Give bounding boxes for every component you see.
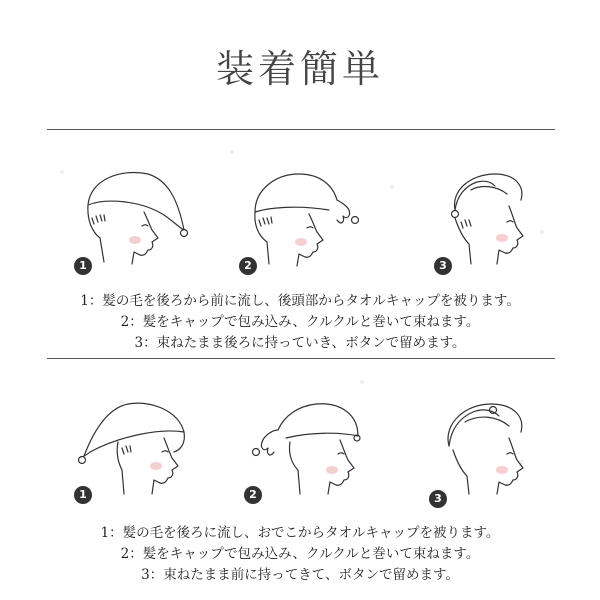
instruction-line: 3：束ねたまま前に持ってきて、ボタンで留めます。 xyxy=(141,567,459,583)
background-dot xyxy=(360,380,364,384)
towel-cap-twist-back-icon xyxy=(240,390,390,510)
instructions-section-2 xyxy=(0,523,600,586)
instruction-line: 1：髪の毛を後ろに流し、おでこからタオルキャップを被ります。 xyxy=(100,525,500,541)
divider-middle xyxy=(47,358,555,359)
instruction-line: 2：髪をキャップで包み込み、クルクルと巻いて束ねます。 xyxy=(120,314,480,330)
step-3-illustration xyxy=(425,390,575,510)
towel-cap-buttoned-icon xyxy=(425,390,575,510)
step-2-illustration xyxy=(240,390,390,510)
instruction-line: 3：束ねたまま後ろに持っていき、ボタンで留めます。 xyxy=(134,335,466,351)
step-3-badge: 3 xyxy=(434,257,452,275)
step-2-badge: 2 xyxy=(239,257,257,275)
step-2-badge: 2 xyxy=(244,486,262,504)
step-1-badge: 1 xyxy=(74,257,92,275)
instruction-line: 1：髪の毛を後ろから前に流し、後頭部からタオルキャップを被ります。 xyxy=(80,293,520,309)
step-3-badge: 3 xyxy=(429,490,447,508)
step-1-badge: 1 xyxy=(74,486,92,504)
divider-top xyxy=(47,129,555,130)
background-dot xyxy=(230,150,234,154)
instruction-line: 2：髪をキャップで包み込み、クルクルと巻いて束ねます。 xyxy=(120,546,480,562)
page-title: 装着簡単 xyxy=(215,47,384,91)
instructions-section-1 xyxy=(0,291,600,354)
background-dot xyxy=(390,185,394,189)
